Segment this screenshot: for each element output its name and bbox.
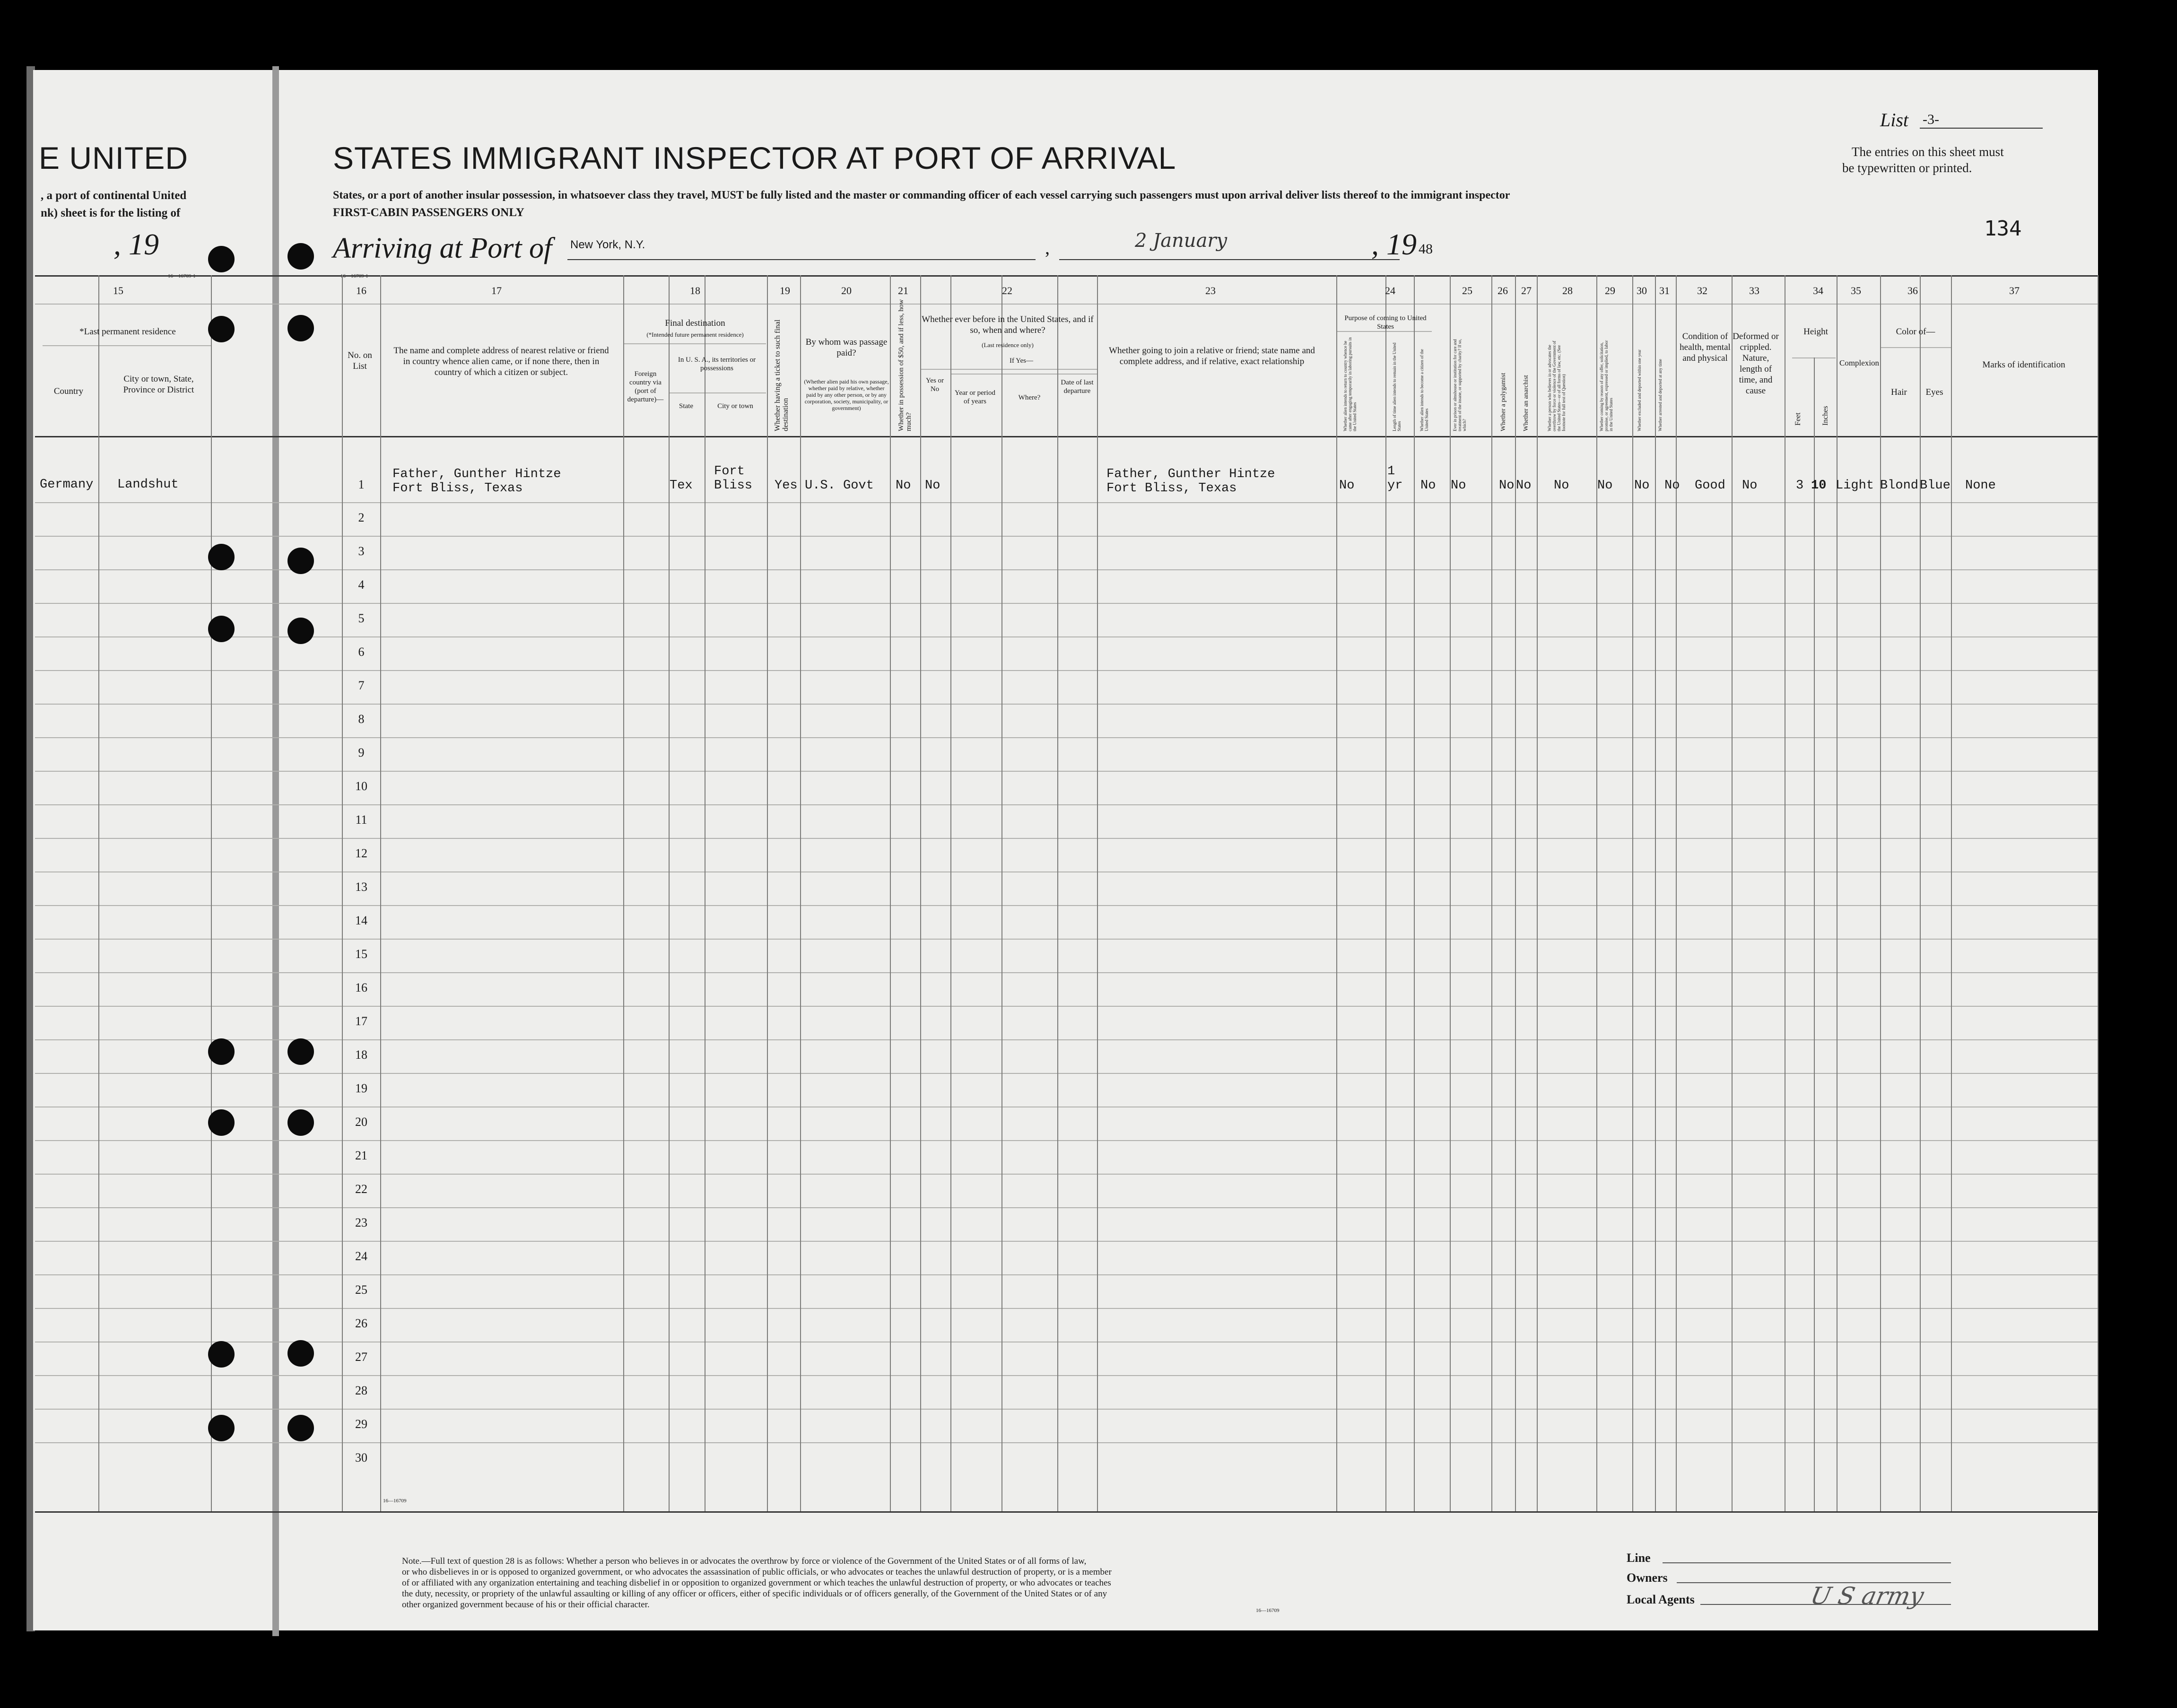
col-num-31: 31 bbox=[1659, 285, 1670, 296]
agents-label: Local Agents bbox=[1627, 1593, 1695, 1606]
col-num-36: 36 bbox=[1907, 285, 1918, 296]
punch-hole bbox=[208, 316, 235, 342]
header-sub-rule bbox=[950, 374, 1097, 375]
header-inches: Inches bbox=[1821, 406, 1829, 426]
line-number: 29 bbox=[355, 1417, 367, 1431]
row-rule bbox=[35, 569, 2098, 570]
cell-relative-line2: Fort Bliss, Texas bbox=[392, 481, 523, 496]
column-rule bbox=[380, 275, 381, 1511]
line-number: 5 bbox=[358, 611, 365, 625]
punch-hole bbox=[287, 315, 314, 341]
column-rule bbox=[1057, 275, 1058, 1511]
line-number: 9 bbox=[358, 746, 365, 759]
line-number: 30 bbox=[355, 1451, 367, 1464]
col-num-29: 29 bbox=[1605, 285, 1615, 296]
port-comma: , bbox=[1045, 237, 1050, 258]
row-rule bbox=[35, 1308, 2098, 1309]
cell-complexion: Light bbox=[1836, 479, 1874, 493]
punch-hole bbox=[208, 1341, 235, 1368]
column-rule bbox=[1097, 275, 1098, 1511]
line-number: 19 bbox=[355, 1081, 367, 1095]
row-rule bbox=[35, 939, 2098, 940]
cell-health: Good bbox=[1695, 479, 1725, 493]
cell-ever-before: No bbox=[925, 479, 940, 493]
col-num-15: 15 bbox=[113, 285, 123, 296]
table-bottom-border bbox=[35, 1511, 2098, 1513]
cell-country: Germany bbox=[40, 478, 94, 492]
cell-polygamist: No bbox=[1499, 479, 1515, 493]
cell-length-line2: yr bbox=[1387, 479, 1403, 493]
column-rule bbox=[1385, 275, 1386, 1511]
col-num-34: 34 bbox=[1813, 285, 1823, 296]
col-num-16: 16 bbox=[356, 285, 366, 296]
header-where: Where? bbox=[1018, 394, 1041, 401]
header-complexion: Complexion bbox=[1839, 358, 1880, 367]
header-final-destination-note: (*Intended future permanent residence) bbox=[646, 331, 744, 338]
row-rule bbox=[35, 1006, 2098, 1007]
header-no-on-list: No. on List bbox=[348, 350, 372, 371]
col-num-23: 23 bbox=[1205, 285, 1216, 296]
column-rule bbox=[1537, 275, 1538, 1511]
cell-prison: No bbox=[1451, 479, 1466, 493]
entries-note-2: be typewritten or printed. bbox=[1842, 161, 1972, 175]
column-rule bbox=[890, 275, 891, 1511]
col-num-18: 18 bbox=[690, 285, 700, 296]
header-bottom-border bbox=[35, 436, 2098, 437]
line-number: 7 bbox=[358, 679, 365, 692]
punch-hole bbox=[287, 1109, 314, 1136]
row-rule bbox=[35, 1442, 2098, 1443]
line-number: 10 bbox=[355, 779, 367, 793]
header-eyes: Eyes bbox=[1925, 387, 1943, 397]
cell-hair: Blond bbox=[1880, 479, 1919, 493]
cell-q28: No bbox=[1554, 479, 1569, 493]
line-number: 2 bbox=[358, 511, 365, 524]
cell-length-line1: 1 bbox=[1387, 464, 1395, 479]
header-hair: Hair bbox=[1891, 387, 1907, 397]
row-rule bbox=[35, 670, 2098, 671]
line-number: 15 bbox=[355, 947, 367, 961]
footnote-line5: other organized government because of his or their official character. bbox=[402, 1600, 650, 1610]
intro-line1: States, or a port of another insular possession, in whatsoever class they travel, MUST be fully listed and the master or commanding officer of each vessel carrying such passengers must upon arrival deliver lists thereof to the immigrant inspector bbox=[333, 189, 1510, 201]
cell-possession: No bbox=[896, 479, 911, 493]
cell-feet: 3 bbox=[1796, 479, 1804, 493]
row-rule bbox=[35, 1174, 2098, 1175]
left-title: E UNITED bbox=[39, 140, 189, 175]
column-rule bbox=[2098, 275, 2099, 1511]
column-rule bbox=[1951, 275, 1952, 1511]
row-rule bbox=[35, 871, 2098, 872]
column-number-rule bbox=[35, 304, 2098, 305]
cell-city-line1: Fort bbox=[714, 464, 745, 479]
line-number: 25 bbox=[355, 1283, 367, 1297]
col-num-17: 17 bbox=[491, 285, 502, 296]
line-number: 20 bbox=[355, 1115, 367, 1129]
col-num-25: 25 bbox=[1462, 285, 1472, 296]
list-underline bbox=[1920, 128, 2043, 129]
cell-marks: None bbox=[1965, 479, 1996, 493]
column-rule bbox=[623, 275, 624, 1511]
col-num-20: 20 bbox=[841, 285, 852, 296]
line-number: 26 bbox=[355, 1316, 367, 1330]
port-underline bbox=[567, 259, 1036, 260]
cell-purpose-return: No bbox=[1339, 479, 1355, 493]
col-num-35: 35 bbox=[1851, 285, 1861, 296]
footnote-line3: of or affiliated with any organization entertaining and teaching disbelief in or opposition to organized government or which teaches the unlawful destruction of property, or who advocates or teaches bbox=[402, 1578, 1111, 1588]
row-rule bbox=[35, 737, 2098, 738]
column-rule bbox=[669, 275, 670, 1511]
column-rule bbox=[1632, 275, 1633, 1511]
punch-hole bbox=[208, 544, 235, 570]
arriving-label: Arriving at Port of bbox=[333, 232, 552, 264]
cell-citizen: No bbox=[1420, 479, 1436, 493]
footnote-line2: or who disbelieves in or is opposed to organized government, or who advocates the assassination of public officials, or who advocates or teaches the unlawful destruction of property, or is a member bbox=[402, 1567, 1112, 1577]
cell-deformed: No bbox=[1742, 479, 1758, 493]
col-num-22: 22 bbox=[1002, 285, 1012, 296]
header-q28: Whether a person who believes in or advocates the overthrow by force or violence of the Government of the United States—or of all forms of law, etc. (See footnote for full text of Question) bbox=[1547, 340, 1566, 431]
header-last-residence: *Last permanent residence bbox=[79, 327, 176, 337]
header-polygamist: Whether a polygamist bbox=[1500, 373, 1507, 431]
header-country: Country bbox=[53, 386, 84, 396]
row-rule bbox=[35, 1375, 2098, 1376]
left-year: , 19 bbox=[113, 227, 159, 261]
cell-city-line2: Bliss bbox=[714, 479, 753, 493]
header-color-of: Color of— bbox=[1896, 327, 1935, 337]
line-number: 28 bbox=[355, 1384, 367, 1397]
header-anarchist: Whether an anarchist bbox=[1523, 375, 1530, 431]
cell-q31: No bbox=[1664, 479, 1680, 493]
line-label: Line bbox=[1627, 1551, 1651, 1565]
cell-joining-line2: Fort Bliss, Texas bbox=[1106, 481, 1237, 496]
column-rule bbox=[1336, 275, 1337, 1511]
column-rule bbox=[98, 275, 99, 1511]
row-rule bbox=[35, 771, 2098, 772]
entries-note-1: The entries on this sheet must bbox=[1852, 145, 2004, 159]
line-number: 27 bbox=[355, 1350, 367, 1364]
form-code-bottom: 16—16709 bbox=[383, 1498, 407, 1504]
row-rule bbox=[35, 1207, 2098, 1208]
row-rule bbox=[35, 1039, 2098, 1040]
col-num-21: 21 bbox=[898, 285, 908, 296]
line-number: 18 bbox=[355, 1048, 367, 1062]
line-number: 16 bbox=[355, 981, 367, 994]
row-rule bbox=[35, 1241, 2098, 1242]
column-rule bbox=[1676, 275, 1677, 1511]
column-rule bbox=[1414, 275, 1415, 1511]
line-number: 6 bbox=[358, 645, 365, 659]
col-num-26: 26 bbox=[1498, 285, 1508, 296]
line-number: 12 bbox=[355, 846, 367, 860]
col-num-33: 33 bbox=[1749, 285, 1759, 296]
page-number: 134 bbox=[1984, 217, 2022, 241]
column-rule bbox=[920, 275, 921, 1511]
row-rule bbox=[35, 636, 2098, 637]
row-rule bbox=[35, 1409, 2098, 1410]
column-rule bbox=[1491, 275, 1492, 1511]
cell-q29: No bbox=[1597, 479, 1613, 493]
punch-hole bbox=[208, 1109, 235, 1136]
header-state: State bbox=[679, 402, 693, 410]
header-last-residence-only: (Last residence only) bbox=[982, 341, 1034, 349]
cell-q30: No bbox=[1634, 479, 1650, 493]
form-code-footnote: 16—16709 bbox=[1256, 1608, 1280, 1613]
row-rule bbox=[35, 603, 2098, 604]
line-number: 13 bbox=[355, 880, 367, 894]
header-date-departure: Date of last departure bbox=[1061, 379, 1094, 395]
cell-inches: 10 bbox=[1811, 479, 1827, 493]
line-number: 23 bbox=[355, 1216, 367, 1229]
page-title: STATES IMMIGRANT INSPECTOR AT PORT OF ARRIVAL bbox=[333, 140, 1176, 175]
header-height: Height bbox=[1803, 327, 1828, 337]
column-rule bbox=[767, 275, 768, 1511]
punch-hole bbox=[208, 1415, 235, 1441]
list-label: List bbox=[1880, 109, 1909, 131]
left-intro-line1: , a port of continental United bbox=[41, 189, 187, 202]
row-rule bbox=[35, 804, 2098, 805]
header-marks: Marks of identification bbox=[1982, 360, 2065, 370]
cell-anarchist: No bbox=[1516, 479, 1532, 493]
header-health: Condition of health, mental and physical bbox=[1680, 331, 1731, 363]
column-rule bbox=[950, 275, 951, 1511]
header-purpose-length: Length of time alien intends to remain in the United States bbox=[1392, 342, 1402, 431]
header-sub-rule bbox=[43, 345, 211, 346]
row-rule bbox=[35, 536, 2098, 537]
footnote-line1: Note.—Full text of question 28 is as follows: Whether a person who believes in or advocates the overthrow by force or violence of the Government of the United States or of all forms of law, bbox=[402, 1556, 1087, 1566]
row-rule bbox=[35, 1274, 2098, 1275]
date-underline bbox=[1059, 259, 1400, 260]
header-foreign-country: Foreign country via (port of departure)— bbox=[627, 370, 664, 403]
cell-passage: U.S. Govt bbox=[805, 479, 874, 493]
row-rule bbox=[35, 1073, 2098, 1074]
column-rule bbox=[1655, 275, 1656, 1511]
line-number: 17 bbox=[355, 1014, 367, 1028]
header-purpose-citizen: Whether alien intends to become a citizen of the United States bbox=[1419, 349, 1429, 431]
header-sub-rule bbox=[1337, 331, 1432, 332]
punch-hole bbox=[208, 1038, 235, 1065]
line-number: 11 bbox=[355, 813, 367, 827]
header-joining: Whether going to join a relative or friend; state name and complete address, and if relative, exact relationship bbox=[1109, 346, 1315, 366]
row-rule bbox=[35, 704, 2098, 705]
header-deformed: Deformed or crippled. Nature, length of time, and cause bbox=[1733, 331, 1779, 396]
col-num-24: 24 bbox=[1385, 285, 1395, 296]
row-rule bbox=[35, 1140, 2098, 1141]
column-rule bbox=[1814, 357, 1815, 1511]
header-feet: Feet bbox=[1794, 412, 1802, 426]
table-top-border bbox=[35, 275, 2098, 277]
column-rule bbox=[1450, 275, 1451, 1511]
year-suffix: 48 bbox=[1419, 241, 1433, 257]
header-relative: The name and complete address of nearest relative or friend in country whence alien came, or if none there, then in country of which a citizen or subject. bbox=[393, 346, 609, 377]
header-q30: Whether excluded and deported within one year bbox=[1637, 349, 1642, 431]
header-city: City or town, State, Province or District bbox=[123, 374, 194, 395]
header-ever-before: Whether ever before in the United States, and if so, when and where? bbox=[922, 314, 1094, 335]
column-rule bbox=[1920, 275, 1921, 1511]
line-number: 21 bbox=[355, 1149, 367, 1162]
line-number: 24 bbox=[355, 1249, 367, 1263]
column-rule bbox=[1880, 275, 1881, 1511]
row-rule bbox=[35, 905, 2098, 906]
header-possession: Whether in possession of $50, and if less, how much? bbox=[897, 299, 913, 431]
col-num-32: 32 bbox=[1697, 285, 1707, 296]
column-rule bbox=[1001, 275, 1002, 1511]
header-purpose-return: Whether alien intends to return to country whence he came after engaging temporarily in laboring pursuits in the United States bbox=[1343, 337, 1357, 431]
cell-relative-line1: Father, Gunther Hintze bbox=[392, 467, 561, 481]
header-prison: Ever in prison or almshouse or institution for care and treatment of the insane, or supported by charity? If so, which? bbox=[1453, 339, 1467, 431]
header-sub-rule bbox=[669, 392, 766, 393]
date-value: 2 January bbox=[1135, 230, 1228, 252]
header-final-destination: Final destination bbox=[665, 318, 725, 328]
column-rule bbox=[1732, 275, 1733, 1511]
row-rule bbox=[35, 838, 2098, 839]
cell-state: Tex bbox=[670, 479, 693, 493]
punch-hole bbox=[287, 243, 314, 270]
line-number: 4 bbox=[358, 578, 365, 592]
header-ticket: Whether having a ticket to such final destination bbox=[774, 319, 790, 431]
cell-city: Landshut bbox=[117, 478, 179, 492]
col-num-28: 28 bbox=[1562, 285, 1573, 296]
line-underline bbox=[1663, 1562, 1951, 1563]
page-fold bbox=[272, 66, 279, 1636]
header-if-yes: If Yes— bbox=[1009, 357, 1033, 365]
line-number: 14 bbox=[355, 914, 367, 927]
punch-hole bbox=[287, 1415, 314, 1441]
cell-joining-line1: Father, Gunther Hintze bbox=[1106, 467, 1275, 481]
left-intro-line2: nk) sheet is for the listing of bbox=[41, 207, 181, 219]
agents-signature: U S army bbox=[1808, 1582, 1926, 1610]
intro-line2: FIRST-CABIN PASSENGERS ONLY bbox=[333, 206, 524, 219]
row-rule bbox=[35, 502, 2098, 503]
cell-no: 1 bbox=[358, 478, 365, 491]
col-num-27: 27 bbox=[1521, 285, 1532, 296]
owners-label: Owners bbox=[1627, 1571, 1668, 1585]
column-rule bbox=[342, 275, 343, 1511]
cell-eyes: Blue bbox=[1920, 479, 1951, 493]
header-passage: By whom was passage paid? bbox=[805, 337, 888, 358]
column-rule bbox=[211, 275, 212, 1511]
header-q31: Whether arrested and deported at any time bbox=[1658, 359, 1663, 431]
year-prefix: , 19 bbox=[1371, 227, 1417, 261]
header-city-or-town: City or town bbox=[717, 402, 753, 410]
punch-hole bbox=[208, 616, 235, 642]
header-sub-rule bbox=[920, 369, 1097, 370]
column-rule bbox=[1515, 275, 1516, 1511]
col-num-30: 30 bbox=[1637, 285, 1647, 296]
header-passage-note: (Whether alien paid his own passage, whether paid by relative, whether paid by any other person, or by any corporation, society, municipality, or government) bbox=[804, 378, 889, 411]
col-num-19: 19 bbox=[780, 285, 790, 296]
header-q29: Whether coming by reason of any offer, solicitation, promise, or agreement, expressed or implied, to labor in the United States bbox=[1599, 340, 1613, 431]
column-rule bbox=[800, 275, 801, 1511]
header-sub-rule bbox=[1880, 347, 1951, 348]
punch-hole bbox=[287, 1038, 314, 1065]
punch-hole bbox=[287, 618, 314, 644]
cell-ticket: Yes bbox=[775, 479, 798, 493]
footnote-line4: the duty, necessity, or propriety of the unlawful assaulting or killing of any officer or officers, either of specific individuals or of officers generally, of the Government of the United States or of any bbox=[402, 1589, 1107, 1599]
header-in-usa: In U. S. A., its territories or possessions bbox=[678, 356, 756, 372]
line-number: 8 bbox=[358, 712, 365, 726]
punch-hole bbox=[287, 1340, 314, 1367]
header-year-period: Year or period of years bbox=[955, 389, 995, 405]
column-rule bbox=[1596, 275, 1597, 1511]
punch-hole bbox=[208, 246, 235, 272]
line-number: 22 bbox=[355, 1182, 367, 1196]
list-number: -3- bbox=[1923, 112, 1939, 127]
port-value: New York, N.Y. bbox=[570, 238, 645, 251]
header-yes-or-no: Yes or No bbox=[925, 377, 944, 393]
col-num-37: 37 bbox=[2009, 285, 2020, 296]
row-rule bbox=[35, 972, 2098, 973]
line-number: 3 bbox=[358, 544, 365, 558]
punch-hole bbox=[287, 548, 314, 574]
header-sub-rule bbox=[623, 343, 766, 344]
header-purpose: Purpose of coming to United States bbox=[1344, 314, 1427, 331]
